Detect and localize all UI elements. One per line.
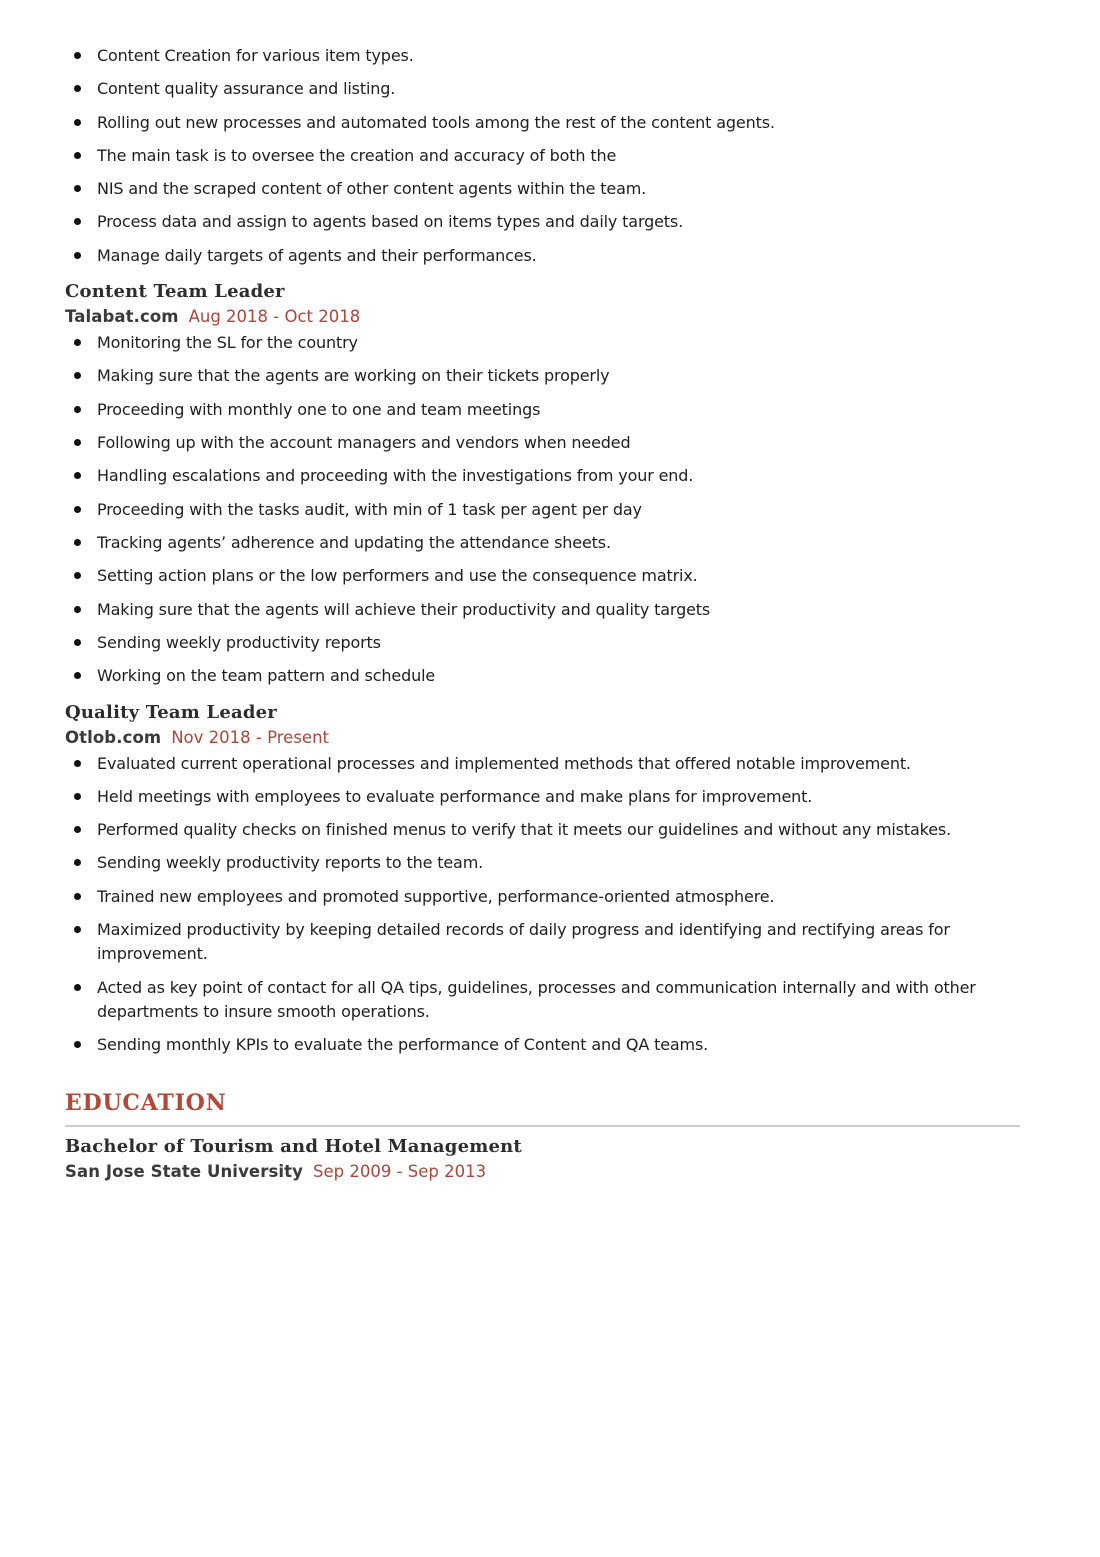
- bullet-icon: [74, 859, 81, 866]
- list-item: [65, 564, 1020, 588]
- list-item: [65, 111, 1020, 135]
- list-item: [65, 177, 1020, 201]
- list-item: [65, 364, 1020, 388]
- list-item: [65, 498, 1020, 522]
- bullet-text: Sending monthly KPIs to evaluate the performance of Content and QA teams.: [97, 1035, 709, 1055]
- list-item: [65, 631, 1020, 655]
- list-item: [65, 918, 1020, 967]
- list-item: [65, 598, 1020, 622]
- bullet-icon: [74, 472, 81, 479]
- bullet-text: Handling escalations and proceeding with the investigations from your end.: [97, 466, 694, 486]
- list-item: [65, 144, 1020, 168]
- list-item: [65, 785, 1020, 809]
- bullet-icon: [74, 252, 81, 259]
- bullet-text: Proceeding with monthly one to one and team meetings: [97, 399, 541, 419]
- list-item: [65, 398, 1020, 422]
- bullet-text: Process data and assign to agents based on items types and daily targets.: [97, 212, 684, 232]
- bullet-text: Monitoring the SL for the country: [97, 333, 358, 353]
- bullet-text: Manage daily targets of agents and their performances.: [97, 245, 537, 265]
- bullet-text: Acted as key point of contact for all QA tips, guidelines, processes and communication internally and with other departments to insure smooth operations.: [97, 977, 976, 1022]
- bullet-text: Held meetings with employees to evaluate performance and make plans for improvement.: [97, 786, 813, 806]
- education-meta: [65, 1161, 1020, 1183]
- bullet-text: Working on the team pattern and schedule: [97, 666, 436, 686]
- bullet-icon: [74, 639, 81, 646]
- bullet-text: The main task is to oversee the creation and accuracy of both the: [97, 145, 617, 165]
- list-item: [65, 77, 1020, 101]
- list-item: [65, 664, 1020, 688]
- bullet-text: Sending weekly productivity reports: [97, 632, 381, 652]
- bullet-icon: [74, 185, 81, 192]
- job-title: Content Team Leader: [65, 281, 285, 303]
- bullet-text: Following up with the account managers and vendors when needed: [97, 433, 631, 453]
- list-item: [65, 851, 1020, 875]
- bullet-icon: [74, 984, 81, 991]
- bullet-icon: [74, 439, 81, 446]
- list-item: [65, 818, 1020, 842]
- list-item: [65, 431, 1020, 455]
- bullet-icon: [74, 893, 81, 900]
- previous-job-bullets: [65, 44, 1020, 268]
- bullet-text: Sending weekly productivity reports to the team.: [97, 853, 484, 873]
- education-dates: Sep 2009 - Sep 2013: [312, 1161, 487, 1181]
- list-item: [65, 976, 1020, 1025]
- bullet-text: Evaluated current operational processes and implemented methods that offered notable improvement.: [97, 753, 911, 773]
- bullet-icon: [74, 539, 81, 546]
- job-dates: Aug 2018 - Oct 2018: [188, 307, 361, 327]
- bullet-icon: [74, 339, 81, 346]
- degree-title: Bachelor of Tourism and Hotel Management: [65, 1135, 522, 1157]
- bullet-icon: [74, 52, 81, 59]
- company-name: Talabat.com: [65, 307, 179, 327]
- bullet-icon: [74, 826, 81, 833]
- bullet-text: Making sure that the agents are working on their tickets properly: [97, 366, 610, 386]
- school-name: San Jose State University: [65, 1161, 303, 1181]
- job-entry-content-team-leader: [65, 280, 1020, 688]
- bullet-icon: [74, 926, 81, 933]
- bullet-text: Making sure that the agents will achieve their productivity and quality targets: [97, 599, 711, 619]
- job-title: Quality Team Leader: [65, 701, 277, 723]
- bullet-text: Maximized productivity by keeping detailed records of daily progress and identifying and rectifying areas for improvement.: [97, 920, 950, 964]
- list-item: [65, 752, 1020, 776]
- bullet-text: Tracking agents’ adherence and updating the attendance sheets.: [97, 532, 611, 552]
- job-meta: [65, 727, 1020, 749]
- bullet-icon: [74, 85, 81, 92]
- bullet-text: Trained new employees and promoted supportive, performance-oriented atmosphere.: [97, 886, 775, 906]
- bullet-icon: [74, 606, 81, 613]
- bullet-icon: [74, 406, 81, 413]
- bullet-icon: [74, 1041, 81, 1048]
- list-item: [65, 1033, 1020, 1057]
- bullet-text: NIS and the scraped content of other content agents within the team.: [97, 179, 647, 199]
- job-dates: Nov 2018 - Present: [171, 727, 329, 747]
- bullet-text: Rolling out new processes and automated tools among the rest of the content agents.: [97, 112, 775, 132]
- list-item: [65, 331, 1020, 355]
- bullet-icon: [74, 760, 81, 767]
- bullet-icon: [74, 372, 81, 379]
- job-entry-quality-team-leader: [65, 701, 1020, 1058]
- list-item: [65, 885, 1020, 909]
- bullet-icon: [74, 672, 81, 679]
- section-heading: EDUCATION: [65, 1089, 227, 1116]
- bullet-icon: [74, 793, 81, 800]
- bullet-icon: [74, 119, 81, 126]
- bullet-text: Setting action plans or the low performers and use the consequence matrix.: [97, 566, 698, 586]
- bullet-icon: [74, 572, 81, 579]
- job-meta: [65, 306, 1020, 328]
- bullet-text: Content Creation for various item types.: [97, 46, 414, 65]
- resume-page: [65, 44, 1020, 1186]
- job-bullets: [65, 752, 1020, 1058]
- bullet-icon: [74, 506, 81, 513]
- bullet-text: Proceeding with the tasks audit, with min of 1 task per agent per day: [97, 499, 642, 519]
- list-item: [65, 244, 1020, 268]
- list-item: [65, 210, 1020, 234]
- job-bullets: [65, 331, 1020, 688]
- section-divider: [65, 1125, 1020, 1127]
- list-item: [65, 464, 1020, 488]
- education-section: [65, 1088, 1020, 1183]
- bullet-icon: [74, 152, 81, 159]
- list-item: [65, 531, 1020, 555]
- bullet-text: Performed quality checks on finished menus to verify that it meets our guidelines and without any mistakes.: [97, 820, 952, 840]
- bullet-text: Content quality assurance and listing.: [97, 79, 396, 99]
- company-name: Otlob.com: [65, 727, 162, 747]
- list-item: [65, 44, 1020, 68]
- bullet-icon: [74, 218, 81, 225]
